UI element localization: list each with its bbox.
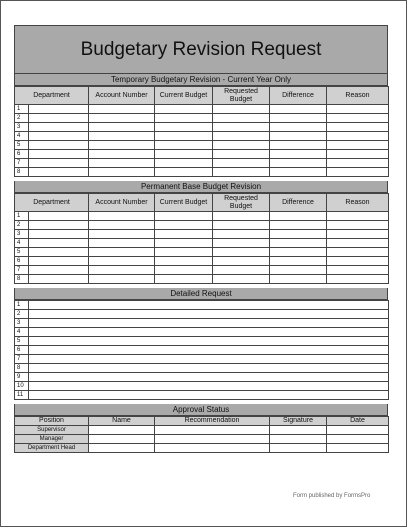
temporary-table	[14, 86, 389, 177]
table-row	[15, 444, 389, 453]
table-row	[15, 382, 389, 391]
row-number: 2	[15, 310, 29, 319]
row-number: 3	[15, 319, 29, 328]
publisher-note: Form published by FormsPro	[293, 493, 371, 499]
entry-cell[interactable]	[213, 266, 270, 275]
department-cell[interactable]	[15, 159, 89, 168]
entry-cell[interactable]	[155, 257, 213, 266]
entry-cell[interactable]	[270, 114, 327, 123]
table-row	[15, 123, 389, 132]
entry-cell[interactable]	[155, 123, 213, 132]
entry-cell[interactable]	[29, 337, 389, 346]
column-header: Signature	[270, 417, 327, 426]
column-header: Requested Budget	[213, 87, 270, 105]
table-row	[15, 132, 389, 141]
table-row	[15, 275, 389, 284]
approval-table	[14, 416, 389, 453]
entry-cell[interactable]	[327, 426, 389, 435]
detailed-table	[14, 300, 389, 400]
column-header: Date	[327, 417, 389, 426]
column-header: Requested Budget	[213, 194, 270, 212]
column-header: Difference	[270, 87, 327, 105]
row-number: 1	[15, 212, 29, 220]
row-number: 6	[15, 346, 29, 355]
row-number: 3	[15, 230, 29, 238]
column-header: Recommendation	[155, 417, 270, 426]
department-cell[interactable]	[15, 239, 89, 248]
entry-cell[interactable]	[89, 426, 155, 435]
entry-cell[interactable]	[327, 257, 389, 266]
entry-cell[interactable]	[327, 239, 389, 248]
table-row	[15, 328, 389, 337]
entry-cell[interactable]	[213, 123, 270, 132]
table-row	[15, 373, 389, 382]
entry-cell[interactable]	[327, 248, 389, 257]
entry-cell[interactable]	[327, 159, 389, 168]
entry-cell[interactable]	[155, 212, 213, 221]
entry-cell[interactable]	[327, 435, 389, 444]
table-row	[15, 364, 389, 373]
department-cell[interactable]	[15, 150, 89, 159]
entry-cell[interactable]	[270, 123, 327, 132]
table-row	[15, 301, 389, 310]
entry-cell[interactable]	[327, 105, 389, 114]
entry-cell[interactable]	[155, 266, 213, 275]
entry-cell[interactable]	[327, 132, 389, 141]
department-cell[interactable]	[15, 257, 89, 266]
column-header: Account Number	[89, 87, 155, 105]
table-row	[15, 141, 389, 150]
entry-cell[interactable]	[270, 221, 327, 230]
department-cell[interactable]	[15, 132, 89, 141]
entry-cell[interactable]	[155, 230, 213, 239]
column-header: Name	[89, 417, 155, 426]
entry-cell[interactable]	[29, 346, 389, 355]
entry-cell[interactable]	[89, 239, 155, 248]
entry-cell[interactable]	[270, 212, 327, 221]
entry-cell[interactable]	[270, 168, 327, 177]
table-row	[15, 426, 389, 435]
department-cell[interactable]	[15, 221, 89, 230]
row-number: 1	[15, 105, 29, 113]
entry-cell[interactable]	[327, 168, 389, 177]
entry-cell[interactable]	[213, 257, 270, 266]
entry-cell[interactable]	[155, 221, 213, 230]
table-row	[15, 337, 389, 346]
entry-cell[interactable]	[270, 257, 327, 266]
entry-cell[interactable]	[89, 150, 155, 159]
entry-cell[interactable]	[29, 301, 389, 310]
entry-cell[interactable]	[213, 212, 270, 221]
entry-cell[interactable]	[29, 364, 389, 373]
table-row	[15, 435, 389, 444]
entry-cell[interactable]	[89, 435, 155, 444]
entry-cell[interactable]	[270, 105, 327, 114]
entry-cell[interactable]	[89, 132, 155, 141]
entry-cell[interactable]	[89, 159, 155, 168]
entry-cell[interactable]	[89, 141, 155, 150]
entry-cell[interactable]	[89, 212, 155, 221]
column-header: Reason	[327, 194, 389, 212]
department-cell[interactable]	[15, 168, 89, 177]
entry-cell[interactable]	[29, 373, 389, 382]
entry-cell[interactable]	[155, 435, 270, 444]
table-row	[15, 114, 389, 123]
entry-cell[interactable]	[270, 141, 327, 150]
table-row	[15, 355, 389, 364]
entry-cell[interactable]	[29, 310, 389, 319]
row-number: 9	[15, 373, 29, 382]
department-cell[interactable]	[15, 212, 89, 221]
entry-cell[interactable]	[89, 221, 155, 230]
entry-cell[interactable]	[327, 150, 389, 159]
entry-cell[interactable]	[270, 159, 327, 168]
entry-cell[interactable]	[29, 391, 389, 400]
entry-cell[interactable]	[270, 132, 327, 141]
position-label: Supervisor	[15, 426, 89, 435]
row-number: 1	[15, 301, 29, 310]
position-label: Department Head	[15, 444, 89, 453]
entry-cell[interactable]	[270, 266, 327, 275]
table-row	[15, 266, 389, 275]
entry-cell[interactable]	[155, 239, 213, 248]
row-number: 11	[15, 391, 29, 400]
table-row	[15, 230, 389, 239]
entry-cell[interactable]	[89, 275, 155, 284]
entry-cell[interactable]	[155, 114, 213, 123]
entry-cell[interactable]	[270, 239, 327, 248]
entry-cell[interactable]	[270, 150, 327, 159]
entry-cell[interactable]	[29, 328, 389, 337]
row-number: 10	[15, 382, 29, 391]
column-header: Department	[15, 87, 89, 105]
table-row	[15, 391, 389, 400]
row-number: 2	[15, 221, 29, 229]
row-number: 5	[15, 248, 29, 256]
entry-cell[interactable]	[213, 159, 270, 168]
table-row	[15, 159, 389, 168]
entry-cell[interactable]	[155, 444, 270, 453]
table-row	[15, 105, 389, 114]
row-number: 8	[15, 275, 29, 283]
entry-cell[interactable]	[270, 230, 327, 239]
department-cell[interactable]	[15, 123, 89, 132]
entry-cell[interactable]	[213, 105, 270, 114]
entry-cell[interactable]	[213, 221, 270, 230]
row-number: 8	[15, 168, 29, 176]
department-cell[interactable]	[15, 105, 89, 114]
entry-cell[interactable]	[155, 141, 213, 150]
row-number: 7	[15, 266, 29, 274]
department-cell[interactable]	[15, 266, 89, 275]
entry-cell[interactable]	[327, 123, 389, 132]
entry-cell[interactable]	[213, 248, 270, 257]
entry-cell[interactable]	[213, 239, 270, 248]
entry-cell[interactable]	[213, 141, 270, 150]
department-cell[interactable]	[15, 248, 89, 257]
entry-cell[interactable]	[213, 114, 270, 123]
entry-cell[interactable]	[213, 168, 270, 177]
entry-cell[interactable]	[89, 257, 155, 266]
entry-cell[interactable]	[327, 275, 389, 284]
entry-cell[interactable]	[89, 105, 155, 114]
department-cell[interactable]	[15, 275, 89, 284]
entry-cell[interactable]	[213, 150, 270, 159]
approval-section-heading: Approval Status	[14, 404, 388, 416]
entry-cell[interactable]	[213, 132, 270, 141]
entry-cell[interactable]	[327, 266, 389, 275]
entry-cell[interactable]	[29, 382, 389, 391]
entry-cell[interactable]	[270, 426, 327, 435]
entry-cell[interactable]	[89, 444, 155, 453]
entry-cell[interactable]	[327, 114, 389, 123]
entry-cell[interactable]	[89, 266, 155, 275]
entry-cell[interactable]	[155, 426, 270, 435]
row-number: 5	[15, 141, 29, 149]
entry-cell[interactable]	[155, 132, 213, 141]
column-header: Account Number	[89, 194, 155, 212]
entry-cell[interactable]	[89, 123, 155, 132]
budget-form	[14, 25, 388, 453]
permanent-section-heading: Permanent Base Budget Revision	[14, 181, 388, 193]
row-number: 7	[15, 159, 29, 167]
temporary-section-heading: Temporary Budgetary Revision - Current Year Only	[14, 74, 388, 86]
department-cell[interactable]	[15, 141, 89, 150]
row-number: 3	[15, 123, 29, 131]
detailed-section-heading: Detailed Request	[14, 288, 388, 300]
row-number: 4	[15, 328, 29, 337]
entry-cell[interactable]	[29, 319, 389, 328]
column-header: Current Budget	[155, 194, 213, 212]
table-row	[15, 168, 389, 177]
column-header: Difference	[270, 194, 327, 212]
entry-cell[interactable]	[327, 221, 389, 230]
entry-cell[interactable]	[327, 444, 389, 453]
department-cell[interactable]	[15, 114, 89, 123]
entry-cell[interactable]	[89, 114, 155, 123]
row-number: 8	[15, 364, 29, 373]
entry-cell[interactable]	[213, 230, 270, 239]
entry-cell[interactable]	[327, 230, 389, 239]
entry-cell[interactable]	[89, 248, 155, 257]
entry-cell[interactable]	[89, 230, 155, 239]
entry-cell[interactable]	[89, 168, 155, 177]
entry-cell[interactable]	[270, 444, 327, 453]
row-number: 6	[15, 257, 29, 265]
entry-cell[interactable]	[155, 168, 213, 177]
entry-cell[interactable]	[270, 275, 327, 284]
table-row	[15, 346, 389, 355]
entry-cell[interactable]	[213, 275, 270, 284]
department-cell[interactable]	[15, 230, 89, 239]
table-row	[15, 310, 389, 319]
position-label: Manager	[15, 435, 89, 444]
column-header: Position	[15, 417, 89, 426]
row-number: 4	[15, 132, 29, 140]
table-row	[15, 239, 389, 248]
table-row	[15, 212, 389, 221]
row-number: 2	[15, 114, 29, 122]
row-number: 5	[15, 337, 29, 346]
permanent-table	[14, 193, 389, 284]
table-row	[15, 221, 389, 230]
table-row	[15, 248, 389, 257]
form-title: Budgetary Revision Request	[14, 25, 388, 74]
column-header: Department	[15, 194, 89, 212]
entry-cell[interactable]	[270, 248, 327, 257]
entry-cell[interactable]	[155, 150, 213, 159]
entry-cell[interactable]	[29, 355, 389, 364]
table-row	[15, 257, 389, 266]
entry-cell[interactable]	[327, 141, 389, 150]
entry-cell[interactable]	[155, 275, 213, 284]
entry-cell[interactable]	[155, 159, 213, 168]
table-row	[15, 150, 389, 159]
row-number: 7	[15, 355, 29, 364]
table-row	[15, 319, 389, 328]
row-number: 4	[15, 239, 29, 247]
column-header: Reason	[327, 87, 389, 105]
entry-cell[interactable]	[155, 248, 213, 257]
column-header: Current Budget	[155, 87, 213, 105]
row-number: 6	[15, 150, 29, 158]
entry-cell[interactable]	[327, 212, 389, 221]
entry-cell[interactable]	[155, 105, 213, 114]
entry-cell[interactable]	[270, 435, 327, 444]
